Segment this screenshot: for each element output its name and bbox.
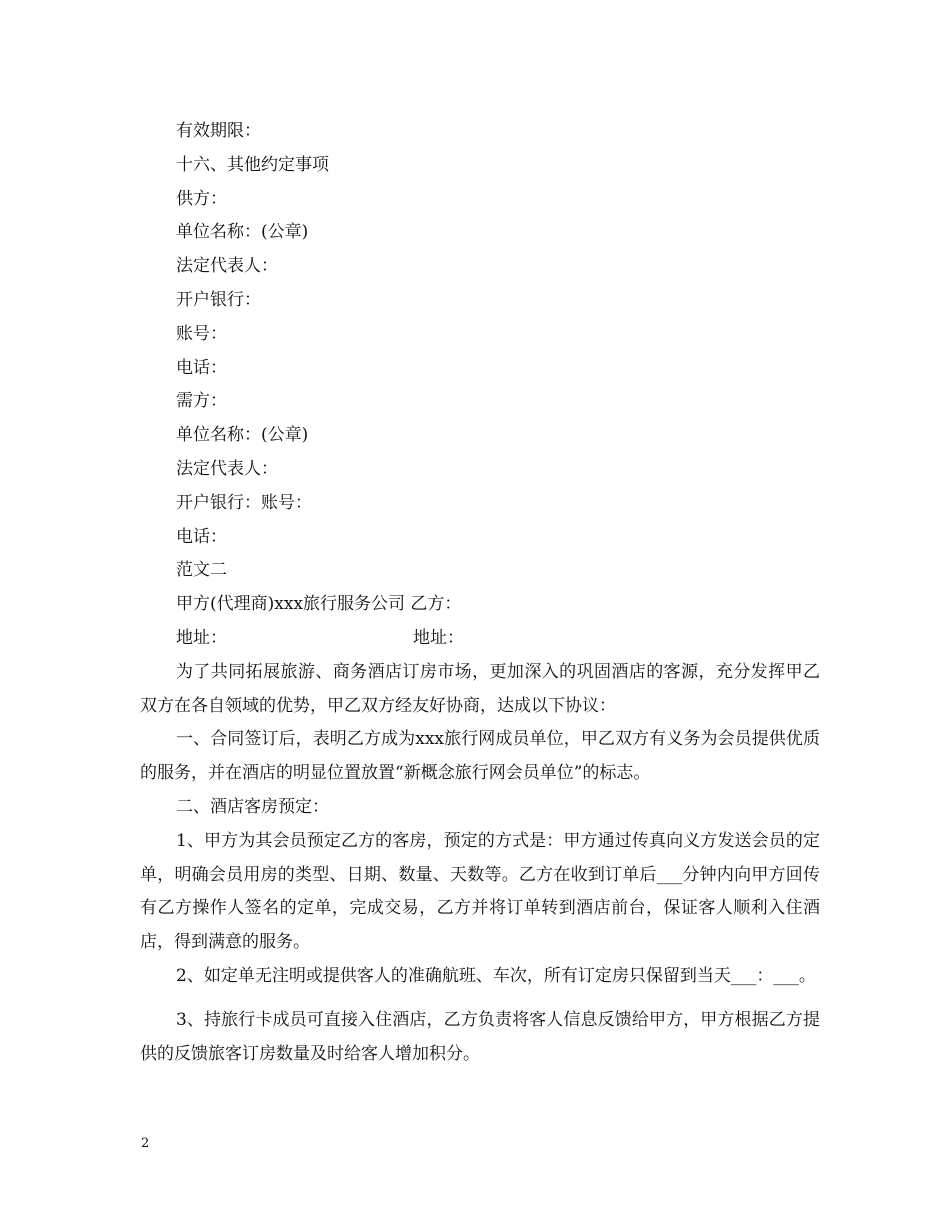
intro-paragraph: 为了共同拓展旅游、商务酒店订房市场，更加深入的巩固酒店的客源，充分发挥甲乙双方在各自领域的优势，甲乙双方经友好协商，达成以下协议： — [140, 661, 820, 716]
supplier-legal-rep: 法定代表人： — [176, 256, 278, 277]
page-number: 2 — [141, 1136, 150, 1151]
clause-two-item-two: 2、如定单无注明或提供客人的准确航班、车次，所有订定房只保留到当天___：___。 — [176, 965, 816, 986]
buyer-bank-account: 开户银行：账号： — [176, 492, 312, 513]
supplier-account: 账号： — [176, 323, 227, 344]
document-body — [140, 115, 820, 1071]
clause-one-paragraph: 一、合同签订后，表明乙方成为xxx旅行网成员单位，甲乙双方有义务为会员提供优质的服务，并在酒店的明显位置放置“新概念旅行网会员单位”的标志。 — [140, 729, 820, 784]
buyer-legal-rep: 法定代表人： — [176, 458, 278, 479]
buyer-unit-name: 单位名称：(公章) — [176, 425, 309, 446]
clause-two-heading: 二、酒店客房预定： — [176, 796, 329, 817]
buyer-phone: 电话： — [176, 526, 227, 547]
sample-two-heading: 范文二 — [176, 560, 227, 581]
supplier-label: 供方： — [176, 188, 227, 209]
supplier-unit-name: 单位名称：(公章) — [176, 222, 309, 243]
buyer-label: 需方： — [176, 391, 227, 412]
validity-period-line: 有效期限： — [176, 121, 261, 141]
address-right: 地址： — [413, 627, 464, 648]
clause-two-item-three: 3、持旅行卡成员可直接入住酒店，乙方负责将客人信息反馈给甲方，甲方根据乙方提供的反馈旅客订房数量及时给客人增加积分。 — [140, 1009, 820, 1064]
clause-two-item-one: 1、甲方为其会员预定乙方的客房，预定的方式是：甲方通过传真向义方发送会员的定单，明确会员用房的类型、日期、数量、天数等。乙方在收到订单后___分钟内向甲方回传有乙方操作人签名的定单，完成交易，乙方并将订单转到酒店前台，保证客人顺利入住酒店，得到满意的服务。 — [140, 830, 820, 953]
address-line — [140, 622, 820, 656]
supplier-bank: 开户银行： — [176, 289, 261, 310]
supplier-phone: 电话： — [176, 357, 227, 378]
address-left: 地址： — [176, 627, 227, 648]
section-sixteen-heading: 十六、其他约定事项 — [176, 154, 329, 175]
party-line: 甲方(代理商)xxx旅行服务公司 乙方： — [176, 594, 462, 615]
